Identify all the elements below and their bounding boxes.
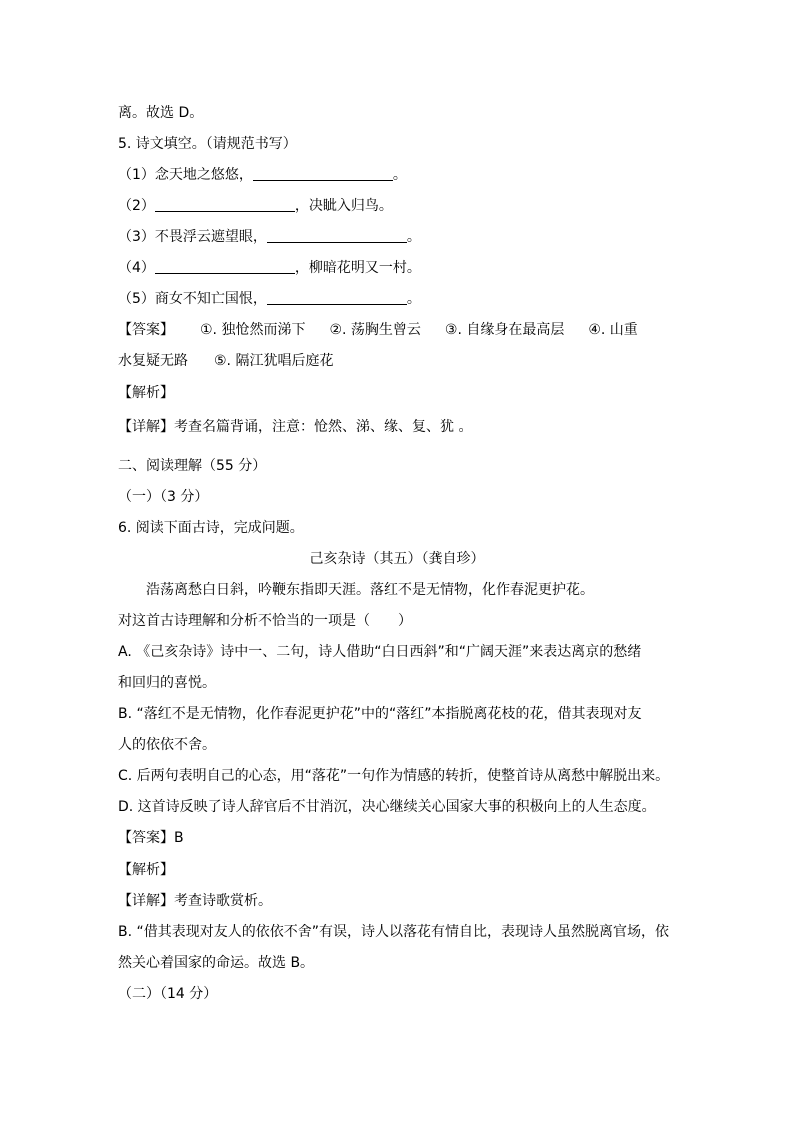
answer-blank[interactable] <box>155 259 295 274</box>
section-2-heading: 二、阅读理解（55 分） <box>118 458 267 474</box>
text-line: 离。故选 D。 <box>118 105 204 121</box>
question-6-stem: 对这首古诗理解和分析不恰当的一项是（ ） <box>118 613 412 629</box>
option-c: C. 后两句表明自己的心态，用“落花”一句作为情感的转折，使整首诗从离愁中解脱出来。 <box>118 768 670 784</box>
fill-blank-1: （1）念天地之悠悠， 。 <box>118 167 407 183</box>
answer-blank[interactable] <box>155 197 295 212</box>
answer-5: 【答案】 ①. 独怆然而涕下 ②. 荡胸生曾云 ③. 自缘身在最高层 ④. 山重 <box>118 322 638 338</box>
analysis-label: 【解析】 <box>118 862 174 878</box>
fill-blank-2: （2） ，决眦入归鸟。 <box>118 198 393 214</box>
poem-body: 浩荡离愁白日斜，吟鞭东指即天涯。落红不是无情物，化作春泥更护花。 <box>146 582 594 598</box>
question-6-heading: 6. 阅读下面古诗，完成问题。 <box>118 520 304 536</box>
answer-5-continued: 水复疑无路 ⑤. 隔江犹唱后庭花 <box>118 353 334 369</box>
explanation-6-continued: 然关心着国家的命运。故选 B。 <box>118 955 315 971</box>
answer-blank[interactable] <box>267 290 407 305</box>
fill-blank-3: （3）不畏浮云遮望眼， 。 <box>118 229 421 245</box>
answer-6: 【答案】B <box>118 830 184 846</box>
explanation-6: B. “借其表现对友人的依依不舍”有误，诗人以落花有情自比，表现诗人虽然脱离官场，依 <box>118 924 670 940</box>
answer-blank[interactable] <box>253 166 393 181</box>
detail-5: 【详解】考查名篇背诵，注意：怆然、涕、缘、复、犹 。 <box>118 419 473 435</box>
subsection-1-heading: （一）（3 分） <box>118 489 209 505</box>
option-b-continued: 人的依依不舍。 <box>118 737 216 753</box>
option-b: B. “落红不是无情物，化作春泥更护花”中的“落红”本指脱离花枝的花，借其表现对友 <box>118 706 642 722</box>
subsection-2-heading: （二）（14 分） <box>118 986 218 1002</box>
option-a: A. 《己亥杂诗》诗中一、二句，诗人借助“白日西斜”和“广阔天涯”来表达离京的愁绪 <box>118 644 642 660</box>
poem-title: 己亥杂诗（其五）（龚自珍） <box>309 551 485 567</box>
option-d: D. 这首诗反映了诗人辞官后不甘消沉，决心继续关心国家大事的积极向上的人生态度。 <box>118 799 656 815</box>
question-5-heading: 5. 诗文填空。（请规范书写） <box>118 136 297 152</box>
fill-blank-4: （4） ，柳暗花明又一村。 <box>118 260 421 276</box>
option-a-continued: 和回归的喜悦。 <box>118 675 216 691</box>
answer-blank[interactable] <box>267 228 407 243</box>
fill-blank-5: （5）商女不知亡国恨， 。 <box>118 291 421 307</box>
analysis-label: 【解析】 <box>118 385 174 401</box>
detail-6: 【详解】考查诗歌赏析。 <box>118 893 272 909</box>
